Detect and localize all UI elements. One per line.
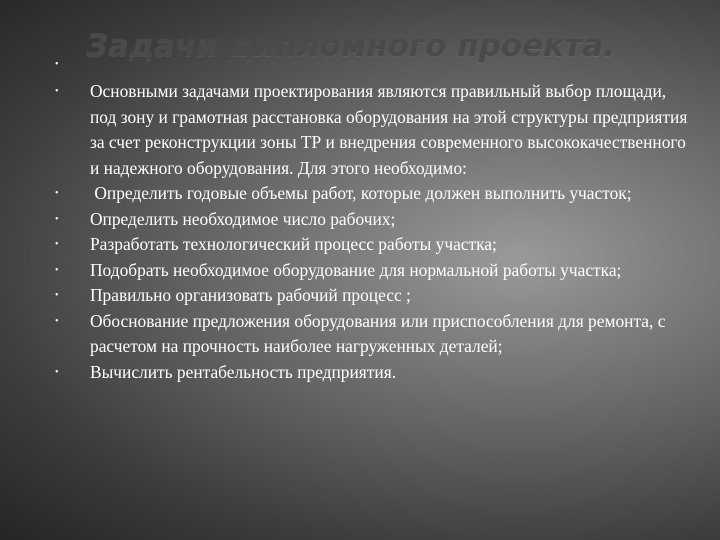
list-item-text: Правильно организовать рабочий процесс ; bbox=[90, 285, 411, 305]
bullet-icon: • bbox=[55, 366, 59, 378]
bullet-icon: • bbox=[55, 86, 59, 97]
list-item bbox=[55, 79, 695, 181]
list-item-text: Определить необходимое число рабочих; bbox=[90, 208, 396, 229]
list-item-text: Обоснование предложения оборудования или приспособления для ремонта, с расчетом на прочность наиболее нагруженных деталей; bbox=[90, 310, 666, 356]
list-item bbox=[55, 181, 695, 207]
list-item-text: Основными задачами проектирования являются правильный выбор площади, под зону и грамотная расстановка оборудования на этой структуры предприятия за счет реконструкции зоны ТР и внедрения современного высококачественного и надежного оборудования. Для этого необходимо: bbox=[90, 81, 688, 178]
list-item bbox=[55, 232, 695, 258]
bullet-icon: • bbox=[55, 213, 59, 225]
bullet-icon: • bbox=[55, 264, 59, 276]
list-item-text: Подобрать необходимое оборудование для нормальной работы участка; bbox=[90, 259, 622, 280]
slide-title: Задачи дипломного проекта. bbox=[86, 28, 615, 64]
list-item bbox=[55, 283, 695, 309]
task-list bbox=[55, 79, 695, 385]
bullet-icon: • bbox=[55, 315, 59, 327]
bullet-icon: • bbox=[55, 290, 59, 301]
list-item-text: Определить годовые объемы работ, которые должен выполнить участок; bbox=[90, 183, 632, 203]
bullet-icon: • bbox=[55, 59, 59, 70]
list-item bbox=[55, 360, 695, 386]
list-item bbox=[55, 258, 695, 284]
bullet-icon: • bbox=[55, 239, 59, 250]
list-item bbox=[55, 207, 695, 233]
list-item-text: Разработать технологический процесс работы участка; bbox=[90, 234, 497, 254]
bullet-icon: • bbox=[55, 188, 59, 199]
list-item-text: Вычислить рентабельность предприятия. bbox=[90, 361, 397, 382]
list-item bbox=[55, 309, 695, 360]
